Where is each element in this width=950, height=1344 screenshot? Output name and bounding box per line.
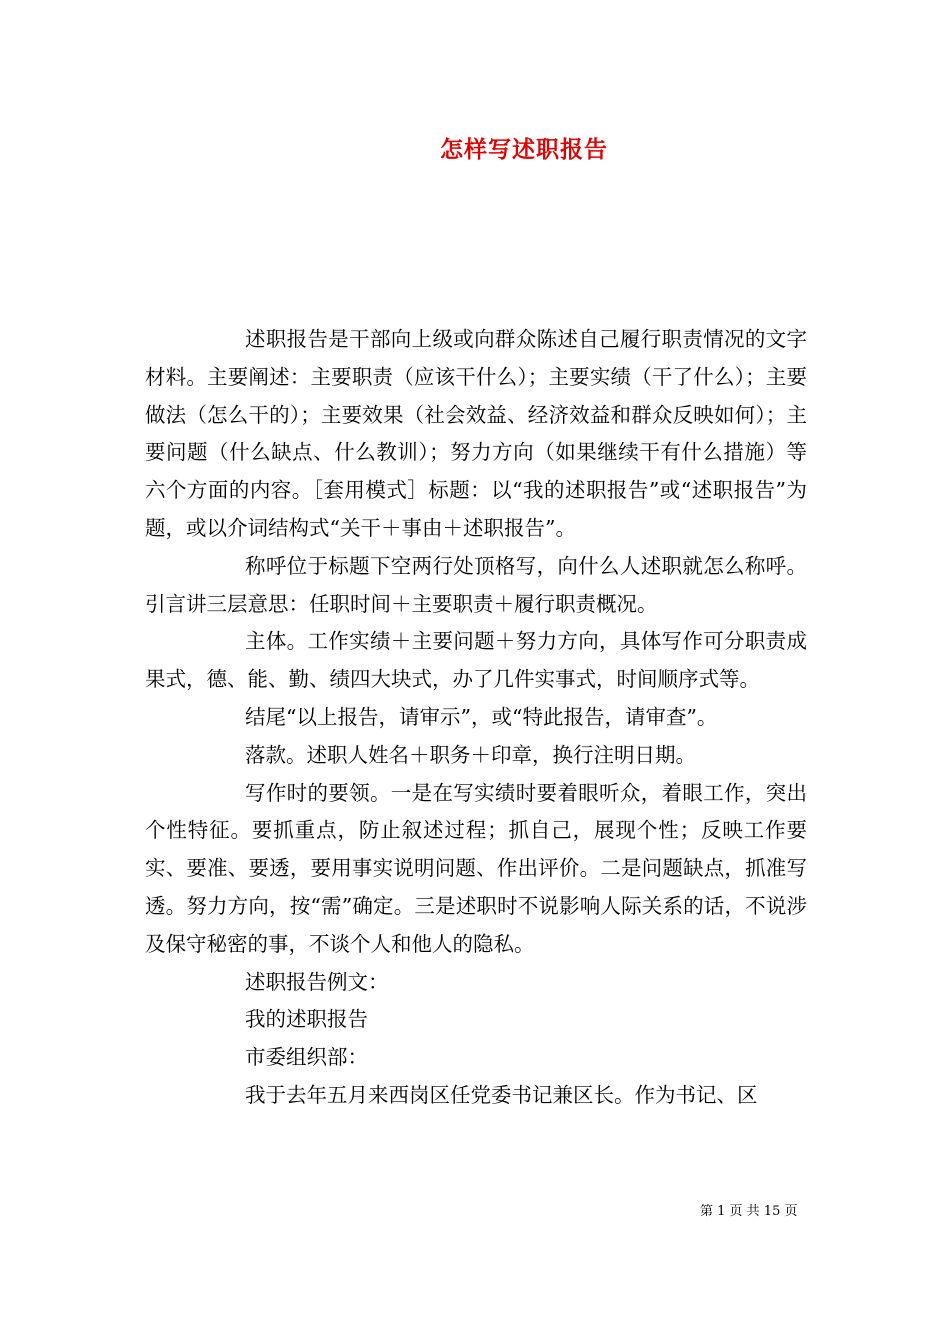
paragraph-signature: 落款。述职人姓名＋职务＋印章，换行注明日期。 — [245, 742, 696, 767]
paragraph-example-opening: 我于去年五月来西岗区任党委书记兼区长。作为书记、区 — [245, 1082, 758, 1107]
paragraph-main-body: 主体。工作实绩＋主要问题＋努力方向，具体写作可分职责成果式，德、能、勤、绩四大块式，办了几件实事式，时间顺序式等。 — [145, 629, 807, 692]
paragraph-writing-tips: 写作时的要领。一是在写实绩时要着眼听众，着眼工作，突出个性特征。要抓重点，防止叙述过程；抓自己，展现个性；反映工作要实、要准、要透，要用事实说明问题、作出评价。二是问题缺点，抓准写透。努力方向，按“需”确定。三是述职时不说影响人际关系的话，不说涉及保守秘密的事，不谈个人和他人的隐私。 — [145, 780, 807, 956]
paragraph-example-recipient: 市委组织部： — [245, 1045, 368, 1070]
document-title: 怎样写述职报告 — [440, 136, 608, 163]
paragraph-salutation: 称呼位于标题下空两行处顶格写，向什么人述职就怎么称呼。引言讲三层意思：任职时间＋主要职责＋履行职责概况。 — [145, 553, 807, 616]
paragraph-example-heading: 述职报告例文： — [245, 969, 389, 994]
document-body — [145, 321, 807, 1115]
page-number: 第 1 页 共 15 页 — [700, 1204, 798, 1219]
paragraph-ending: 结尾“以上报告，请审示”，或“特此报告，请审查”。 — [245, 704, 718, 729]
paragraph-intro: 述职报告是干部向上级或向群众陈述自己履行职责情况的文字材料。主要阐述：主要职责（应该干什么）；主要实绩（干了什么）；主要做法（怎么干的）；主要效果（社会效益、经济效益和群众反映如何）；主要问题（什么缺点、什么教训）；努力方向（如果继续干有什么措施）等六个方面的内容。［套用模式］标题：以“我的述职报告”或“述职报告”为题，或以介词结构式“关干＋事由＋述职报告”。 — [145, 327, 807, 540]
paragraph-example-title: 我的述职报告 — [245, 1007, 368, 1032]
